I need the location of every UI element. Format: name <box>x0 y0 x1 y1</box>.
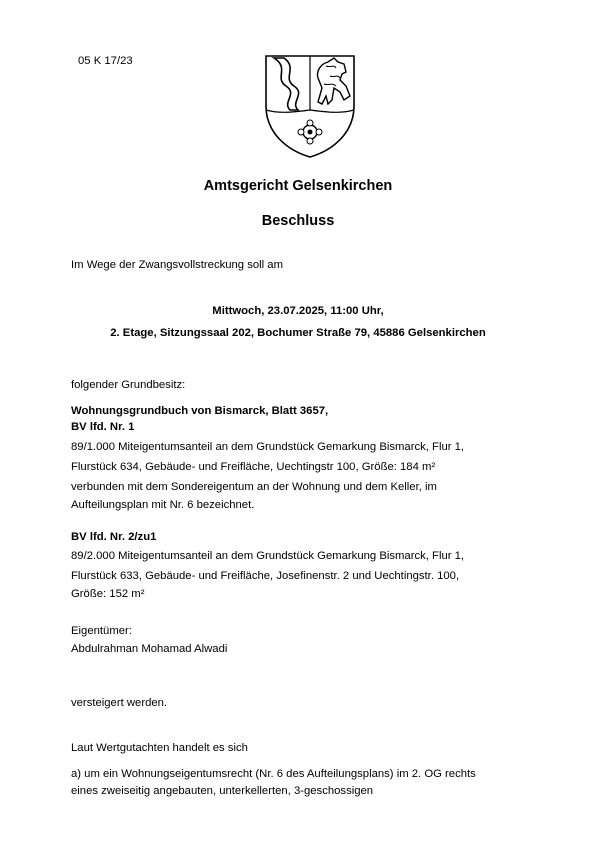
owner-name: Abdulrahman Mohamad Alwadi <box>71 643 228 655</box>
bv1-heading: BV lfd. Nr. 1 <box>71 421 135 433</box>
intro-text: Im Wege der Zwangsvollstreckung soll am <box>71 259 284 271</box>
auction-statement: versteigert werden. <box>71 697 168 709</box>
valuation-line: eines zweiseitig angebauten, unterkellerten, 3-geschossigen <box>71 785 374 797</box>
owner-label: Eigentümer: <box>71 625 132 637</box>
bv2-line: Größe: 152 m² <box>71 588 145 600</box>
bv1-line: verbunden mit dem Sondereigentum an der Wohnung und dem Keller, im <box>71 481 437 493</box>
court-name: Amtsgericht Gelsenkirchen <box>203 178 393 194</box>
bv2-line: 89/2.000 Miteigentumsanteil an dem Grundstück Gemarkung Bismarck, Flur 1, <box>71 550 465 562</box>
bv2-line: Flurstück 633, Gebäude- und Freifläche, Josefinenstr. 2 und Uechtingstr. 100, <box>71 570 460 582</box>
bv1-line: 89/1.000 Miteigentumsanteil an dem Grundstück Gemarkung Bismarck, Flur 1, <box>71 441 465 453</box>
bv1-line: Aufteilungsplan mit Nr. 6 bezeichnet. <box>71 499 255 511</box>
valuation-line: a) um ein Wohnungseigentumsrecht (Nr. 6 des Aufteilungsplans) im 2. OG rechts <box>71 768 476 780</box>
document-type: Beschluss <box>261 213 335 229</box>
land-register-line: Wohnungsgrundbuch von Bismarck, Blatt 3657, <box>71 405 329 417</box>
bv2-heading: BV lfd. Nr. 2/zu1 <box>71 531 157 543</box>
auction-location: 2. Etage, Sitzungssaal 202, Bochumer Straße 79, 45886 Gelsenkirchen <box>110 327 486 339</box>
auction-date: Mittwoch, 23.07.2025, 11:00 Uhr, <box>212 305 384 317</box>
property-intro: folgender Grundbesitz: <box>71 379 186 391</box>
case-reference: 05 K 17/23 <box>78 55 133 67</box>
bv1-line: Flurstück 634, Gebäude- und Freifläche, Uechtingstr 100, Größe: 184 m² <box>71 461 436 473</box>
valuation-intro: Laut Wertgutachten handelt es sich <box>71 742 248 754</box>
coat-of-arms-crest <box>260 50 360 160</box>
